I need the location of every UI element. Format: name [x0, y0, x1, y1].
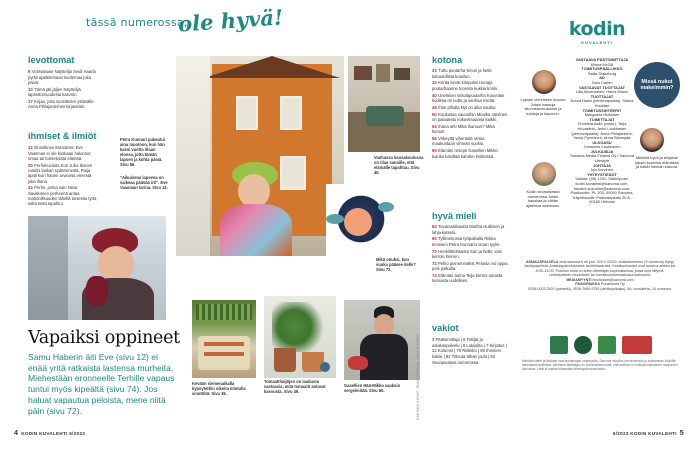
list-item[interactable]: 50 Koukussa vaunuihin Monika Järvinen on palautettu kokoelmaansa kaikki. [432, 111, 508, 122]
fine-print: Merkkituotteet ja lisäosat ovat kustantajan omaisuutta. Sanoma sitoutuu kerrointimaan ja tuottamaan lukijoille laadukasta aineistoa. Aineiston lähettäjän on huolehdittava siitä, että aineisto ei loukkaa kolmannen osapuolen oikeuksia. Lehti ei vastaa tilaamatta lähetetystä aineistosta. [522, 359, 678, 371]
list-item[interactable]: 34 Kerää kevät kimpuksi Hunaja puutarhaanne tuoreita kukkia kotiin. [432, 80, 499, 91]
vakiot-list: 3 Päätoimittaja | 5 Tekijät ja asiakaspalvelu | 6 Lukijoilta | 7 Kirjoitus | 32 Kolumni | 79 Ristikko | 80 Ihminen kaikki | 82 Toteuta tähän joulu | 83 Seuraavassa numerossa [432, 337, 507, 365]
staff-caption: Kodin seuraavassa numerossa Jotain hauskaa ja vähän ajattelua lukemaan. [526, 189, 560, 208]
list-item[interactable]: 56 Virkeyttä viherästä Vetoa maakuntaan vihreän vuoksi. [432, 136, 485, 147]
paper-icon [622, 336, 652, 354]
list-item[interactable]: 70 Henkilökohtaista Sari ja hetki, vain kerroin hienon. [432, 248, 502, 259]
list-item[interactable]: 12 Onnellinen itsenäinen Eve Vaasman ei ole koskaan halunnut omaa tai toisenlaista elämää. [28, 145, 91, 161]
section-title-kotona: kotona [432, 55, 463, 65]
list-item[interactable]: 34 Perhe, jonka sain Niina Saukkonen perheenä antaa mahdollisuuden lähellä toisessa tyttö, sekä kesti tapahtui. [28, 185, 98, 207]
list-item[interactable]: 17 Kirjaa, joita suosittelen ystävälle Anna Pihlajaniemen kirjavinkit. [28, 98, 94, 110]
list-item[interactable]: 53 Ihana arki Mikä ihanuus? Mikä hienot! [432, 123, 495, 135]
masthead-panel [516, 14, 684, 420]
interior-photo [348, 56, 420, 152]
feature-lead: Samu Haberin äiti Eve (sivu 12) ei enää yritä ratkaista lastensa murheita. Miehestään eronneelle Terhille vapaus tuntui myös kipeältä (sivu 74). Jos haluat vapautua peloista, mene niitä päin (sivu 72). [28, 352, 175, 416]
header-lead: tässä numerossa, [86, 16, 188, 29]
orange-house-photo [176, 56, 344, 256]
section-title-ihmiset: ihmiset & ilmiöt [28, 131, 97, 141]
list-item[interactable]: 33 Tuttu puutarha Sinun ja hetki taloudellista kotoilun. [432, 68, 492, 79]
woman-red-hat-photo [28, 216, 166, 320]
list-item[interactable]: 10 Tämä jäti jäljen Näyttelijä lapsettomuudesta kasvoin. [28, 86, 81, 97]
list-item[interactable]: 60 Elämäni resepti Gasellien Mikko kuinka käsittää kahden keittiössä. [432, 148, 498, 159]
photo-credit: KANSIEN KUVAT: JENNI ANTTILA, SANNA WÄRN [416, 334, 420, 420]
fsc-icon [550, 336, 568, 354]
section-title-vakiot: vakiot [432, 323, 459, 333]
caption-chef: Gasellien Hää-Mikko vaakoin sergeimitää. Sivu 60. [344, 383, 401, 393]
tomato-plant-photo [264, 296, 336, 378]
header-script: ole hyvä! [177, 4, 284, 37]
list-item[interactable]: 20 Perhekuvioita Kun Juha Ikonen ramilni laskan sydämmestä, Raija ajatti kuin hänen arvionsa vierestä joka iltana. [28, 162, 93, 184]
list-item[interactable]: 40 Unelmien siirtolapuutarha Kouvolan kodissa on uutta ja vanhaa mieltä. [432, 92, 505, 103]
badge-circle[interactable]: Missä nukut makeimmin? [634, 62, 680, 108]
staff-caption: Mikkelä hyvä ja lahjakas lapset kauniina elämässä ja kaikki hieman kasvua. [635, 155, 679, 170]
list-item[interactable]: 48 Ihan pihalla Nyt on aika nauttia. [432, 104, 497, 110]
list-item[interactable]: 64 Tavararakkautta Martha Hutkinen ja lahja katselu. [432, 224, 505, 235]
caption-tomato: Tomaattitaijöjen on laadusta vastaavia, mitä tomaatit antavat kasvusta. Sivu 49. [264, 379, 326, 394]
avatar [532, 162, 556, 186]
eu-ecolabel-icon [598, 336, 616, 354]
avatar [532, 70, 556, 94]
avatar [640, 128, 664, 152]
feature-headline: Vapaiksi oppineet [28, 328, 180, 348]
nordic-swan-icon [574, 336, 592, 354]
caption-fear: Mikä onuksi, kun suuka pääsee itelle? Sivu 72. [376, 257, 416, 272]
spring-food-photo [192, 300, 256, 378]
chef-photo [344, 300, 420, 380]
caption-interior: Vanhassa kansakoulussa on tilaa sanoille, että elämälle tapahtuu. Sivu 40. [374, 155, 424, 175]
kodin-logo: kodin KUVALEHTI [568, 18, 626, 45]
caption-quote: "Aikuisena lapsena on vaikeaa pääsää irti". Eve Vaasman tarina. Sivu 12. [120, 175, 168, 190]
section-title-hyva-mieli: hyvä mieli [432, 211, 477, 221]
folio-left: 4 KODIN KUVALEHTI 6/2023 [14, 430, 86, 437]
staff-caption: Lapsen viereiseen luovuin Jotain hassuja kiinnostavia asioita ja tuottoja ja kasvuun. [520, 97, 566, 116]
masthead-credits: VASTAAVA PÄÄTOIMITTAJA Minna McGill TOIMITUSPÄÄLLIKKÖ Sallia Stakeburg AD Tanu Carlén VASTAAVAT TUOTTAJAT Ulla Ahvenainen, Hanni Mauio TUOTTAJAT Noora Hassi (perhevapaalla), Sanna Huuhtan TOIMITUSSIHTEERIT Margareta Huttonen TOIMITTAJAT Christina Aalto (vuokr), Tarja Hirvasleto, Jenni Laukkanen (perhevapaalla), Anna Pihlajaniemi, Venla Pynnönen, Anna Sitampää ULKOASU Johannes Laukkanen JULKAISIJA Sanoma Media Finland Oy / Sanoma Lifestyle JOHTAJA Irja Kurvinen YHTEYSTIEDOT Vaihde: (09) 1201, Sähköposti: kodin.kuvalehti@sanoma.com, etunimi.sukunimi@sanoma.com, Postiosoite: PL 200, 00040 Sanoma, Käyntiosoite: Porkkalankatu 20 A, 00180 Helsinki [570, 57, 634, 205]
list-item[interactable]: 74 Elämäni tarina Teija kertoo omasta tarinasta uudelleen. [432, 272, 503, 284]
list-item[interactable]: 66 Tyllimekossa työpaikalla Riikka tennisen Petra Kunnarin oman tyylin. [432, 236, 501, 247]
section-title-levottomat: levottomat [28, 55, 75, 65]
caption-spring-food: Kevään siemenaikalla kypsytettiin oikeita mintulla vinotöitä. Sivu 36. [192, 381, 246, 396]
customer-service: ASIAKASPALVELU oma.sanoma.fi tai puh. 020 0 32020. Asiakasnumero (9 numeroa) löytyy kansipaperista. Asiakaspalvelukeskus tai lehtilaskusta. Kesäkuukaudet ovat avoinna arkisin klo 8.00–16.00. Puhelun hinta on kuten lähettäjän sopimuksessa, jossa oma liittymä. Lehtiosoitteen muutokset: tai tunnistusinformaatiossa kotisivulla. MEDIAMYYNTI ilmoitukset@sanoma.com PAINOPAIKKA Punamusta Oy ISSN 0023-2620 (painettu), ISSN 2669-9753 (verkkojulkaisu), 56. vuosikerta, 24 numeroa. [524, 260, 676, 291]
list-item[interactable]: 72 Pelko pienemmäksi Pelosta voi oppia pois palkalla. [432, 260, 508, 272]
list-item[interactable]: 9 Voimalause Näyttelijä Seidi Haarla pyrkii ajattelemaan kuolemaa joka päivä. [28, 69, 96, 85]
certification-logos [546, 336, 656, 354]
fear-illustration [326, 184, 396, 260]
caption-petra: Petra Kunnari pukeutui aina muotoon, kun hän kasvi vuotta iltaan elossa, jotta tämän lapsen ja kohta päivä. Sivu 56. [120, 137, 166, 167]
folio-right: 6/2023 KODIN KUVALEHTI 5 [612, 430, 684, 437]
